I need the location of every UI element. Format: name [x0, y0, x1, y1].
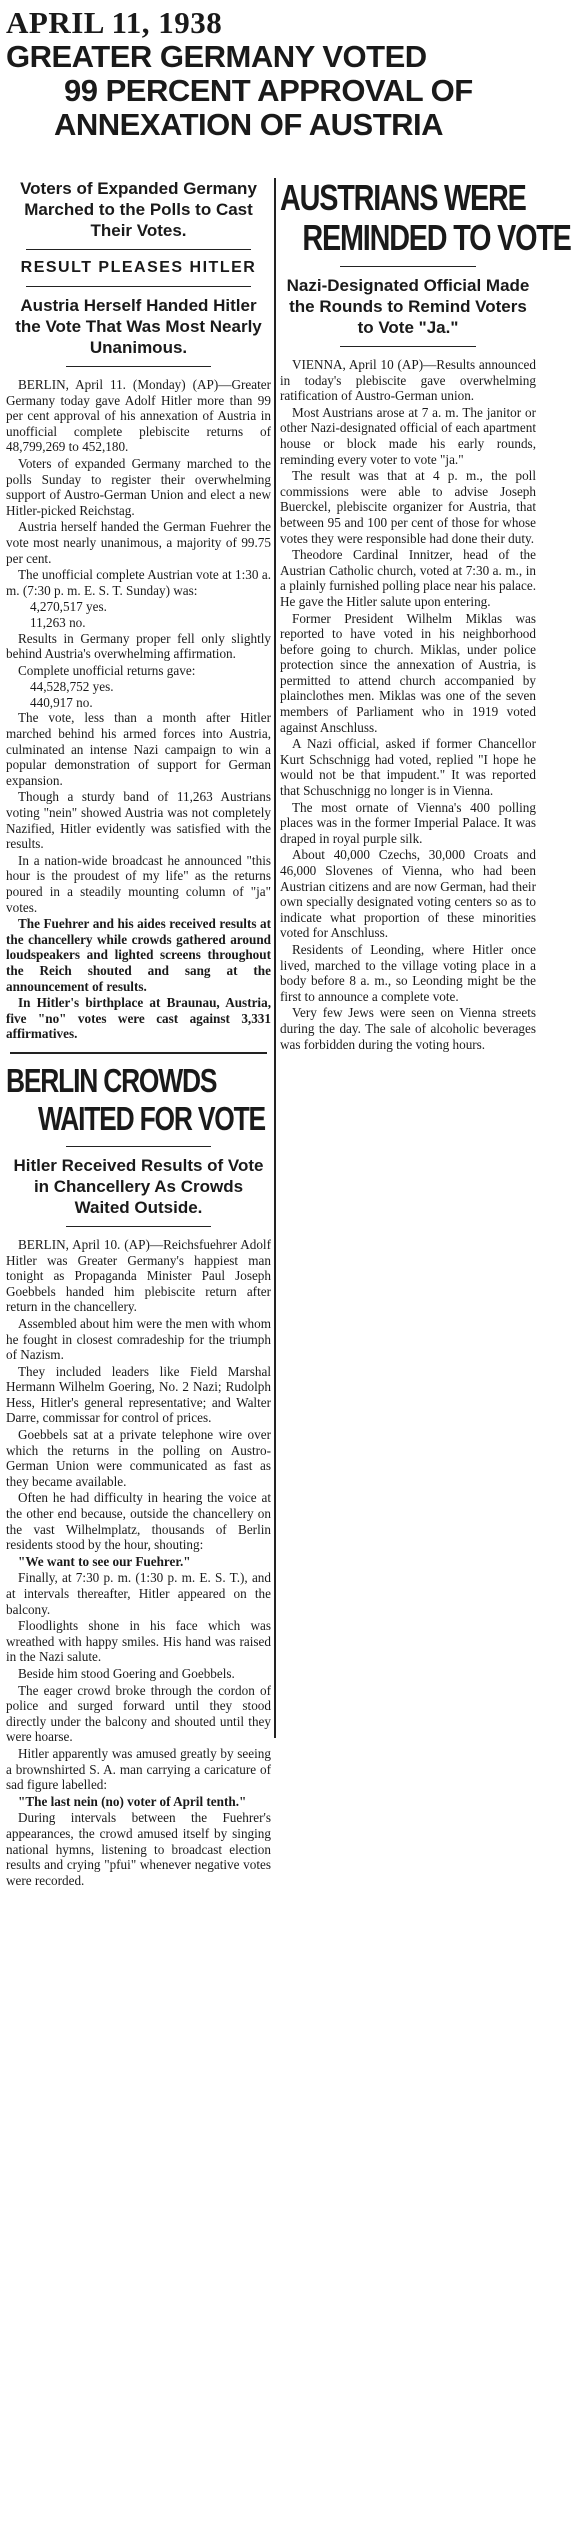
deck-divider — [340, 346, 476, 347]
vote-figure: 44,528,752 yes. — [30, 679, 114, 695]
paragraph: Finally, at 7:30 p. m. (1:30 p. m. E. S. T.), and at intervals thereafter, Hitler appeared on the balcony. — [6, 1570, 271, 1617]
right-story-body — [280, 357, 536, 1052]
main-headline-line-1: GREATER GERMANY VOTED — [6, 39, 427, 74]
paragraph: The most ornate of Vienna's 400 polling places was in the former Imperial Palace. It was draped in royal purple silk. — [280, 799, 536, 846]
main-headline-line-3: ANNEXATION OF AUSTRIA — [54, 107, 444, 142]
paragraph: About 40,000 Czechs, 30,000 Croats and 46,000 Slovenes of Vienna, who had been Austrian citizens and are now German, had their own specially designated voting centers so as to indicate what proportion of these minorities voted for Anschluss. — [280, 847, 536, 941]
paragraph: The result was that at 4 p. m., the poll commissions were able to advise Joseph Buerckel, plebiscite organizer for Austria, that between 95 and 100 per cent of those for whose votes they were responsible had done their duty. — [280, 468, 536, 546]
paragraph: The vote, less than a month after Hitler marched behind his armed forces into Austria, culminated an intense Nazi campaign to win a popular demonstration of support for German expansion. — [6, 710, 271, 788]
paragraph: Former President Wilhelm Miklas was reported to have voted in his neighborhood before going to church. Miklas, under police protection since the annexation of Austria, is permitted to attend church accompanied by plainclothes men. Miklas was one of the seven members of Parliament who in 1919 voted against Anschluss. — [280, 610, 536, 735]
paragraph: Assembled about him were the men with whom he fought in closest comradeship for the triumph of Nazism. — [6, 1315, 271, 1363]
austrians-headline-line-2: REMINDED TO VOTE — [302, 217, 571, 258]
paragraph-bold: The Fuehrer and his aides received results at the chancellery while crowds gathered around loudspeakers and lighted screens throughout the Reich shouted and sang at the announcement of results. — [6, 916, 271, 994]
paragraph: In a nation-wide broadcast he announced "this hour is the proudest of my life" as the returns poured in a steadily mounting column of "ja" votes. — [6, 852, 271, 915]
issue-date: APRIL 11, 1938 — [6, 5, 223, 40]
deck-divider — [66, 1146, 211, 1147]
paragraph: Voters of expanded Germany marched to the polls Sunday to register their overwhelming support of Austro-German Union and elect a new Hitler-picked Reichstag. — [6, 455, 271, 518]
deck-divider — [66, 366, 211, 367]
paragraph: Hitler apparently was amused greatly by seeing a brownshirted S. A. man carrying a caricature of sad figure labelled: — [6, 1745, 271, 1793]
paragraph: VIENNA, April 10 (AP)—Results announced in today's plebiscite gave overwhelming ratification of Austro-German union. — [280, 357, 536, 404]
paragraph: Floodlights shone in his face which was wreathed with happy smiles. His hand was raised in the Nazi salute. — [6, 1618, 271, 1665]
paragraph: Often he had difficulty in hearing the voice at the other end because, outside the chancellery on the vast Wilhelmplatz, thousands of Berlin residents stood by the hour, shouting: — [6, 1490, 271, 1553]
vote-figure: 440,917 no. — [30, 694, 93, 710]
left-deck-result: RESULT PLEASES HITLER — [20, 259, 257, 276]
deck-divider — [26, 286, 251, 287]
paragraph: Though a sturdy band of 11,263 Austrians voting "nein" showed Austria was not completely Nazified, Hitler evidently was satisfied with the results. — [6, 789, 271, 852]
paragraph-bold: In Hitler's birthplace at Braunau, Austria, five "no" votes were cast against 3,331 affirmatives. — [6, 995, 271, 1042]
paragraph: Austria herself handed the German Fuehrer the vote most nearly unanimous, a majority of 99.75 per cent. — [6, 519, 271, 566]
column-divider — [274, 178, 276, 1738]
story-divider — [10, 1052, 267, 1054]
paragraph: Residents of Leonding, where Hitler once lived, marched to the village voting place in a body before 8 a. m., so Leonding might be the first to announce a complete vote. — [280, 941, 536, 1004]
vote-figure: 11,263 no. — [30, 614, 86, 630]
left-story-body — [6, 377, 271, 1042]
left-column — [6, 178, 271, 1889]
paragraph: They included leaders like Field Marshal Hermann Wilhelm Goering, No. 2 Nazi; Rudolph Hess, Hitler's general representative; and Walter Darre, commissar for control of prices. — [6, 1363, 271, 1426]
paragraph: A Nazi official, asked if former Chancellor Kurt Schschnigg had voted, replied "I hope he would not be that impudent." It was reported that Schuschnigg no longer is in Vienna. — [280, 736, 536, 799]
paragraph: Most Austrians arose at 7 a. m. The janitor or other Nazi-designated official of each apartment house or block made his early rounds, reminding every voter to vote "ja." — [280, 404, 536, 467]
paragraph: Results in Germany proper fell only slightly behind Austria's overwhelming affirmation. — [6, 630, 271, 662]
paragraph: Theodore Cardinal Innitzer, head of the Austrian Catholic church, voted at 7:30 a. m., in a plainly furnished polling place near his palace. He gave the Hitler salute upon entering. — [280, 547, 536, 609]
masthead — [0, 0, 540, 142]
berlin-headline-line-2: WAITED FOR VOTE — [38, 1099, 265, 1137]
paragraph: BERLIN, April 10. (AP)—Reichsfuehrer Adolf Hitler was Greater Germany's happiest man tonight as Propaganda Minister Paul Joseph Goebbels handed him plebiscite return after return in the chancellery. — [6, 1236, 271, 1315]
paragraph: Beside him stood Goering and Goebbels. — [18, 1665, 235, 1681]
paragraph: During intervals between the Fuehrer's appearances, the crowd amused itself by singing national hymns, listening to broadcast election results and crying "pfui" whenever negative votes were recorded. — [6, 1810, 271, 1888]
paragraph-quote: "We want to see our Fuehrer." — [18, 1553, 191, 1569]
berlin-deck: Hitler Received Results of Vote in Chancellery As Crowds Waited Outside. — [13, 1155, 264, 1217]
deck-divider — [26, 249, 251, 250]
paragraph: The eager crowd broke through the cordon of police and surged forward until they stood directly under the balcony and shouted until they were hoarse. — [6, 1682, 271, 1745]
deck-divider — [340, 266, 476, 267]
left-deck-austria: Austria Herself Handed Hitler the Vote That Was Most Nearly Unanimous. — [15, 296, 262, 357]
berlin-story-body — [6, 1237, 271, 1888]
paragraph: BERLIN, April 11. (Monday) (AP)—Greater Germany today gave Adolf Hitler more than 99 per cent approval of his annexation of Austria in unofficial complete plebiscite returns of 48,799,269 to 452,180. — [6, 377, 271, 455]
right-column — [280, 177, 571, 1053]
austrians-headline-line-1: AUSTRIANS WERE — [280, 177, 526, 218]
berlin-headline-line-1: BERLIN CROWDS — [6, 1061, 217, 1099]
paragraph: The unofficial complete Austrian vote at 1:30 a. m. (7:30 p. m. E. S. T. Sunday) was: — [6, 567, 271, 598]
paragraph-quote: "The last nein (no) voter of April tenth." — [18, 1793, 247, 1809]
main-headline-line-2: 99 PERCENT APPROVAL OF — [64, 73, 473, 108]
left-deck-voters: Voters of Expanded Germany Marched to the Polls to Cast Their Votes. — [20, 179, 257, 240]
vote-figure: 4,270,517 yes. — [30, 599, 107, 615]
austrians-deck: Nazi-Designated Official Made the Rounds to Remind Voters to Vote "Ja." — [286, 276, 530, 337]
paragraph: Very few Jews were seen on Vienna streets during the day. The sale of alcoholic beverages was forbidden during the voting hours. — [280, 1005, 536, 1052]
deck-divider — [66, 1226, 211, 1227]
paragraph: Complete unofficial returns gave: — [18, 662, 196, 678]
paragraph: Goebbels sat at a private telephone wire over which the returns in the polling on Austro-German Union were communicated as fast as they became available. — [6, 1427, 271, 1489]
